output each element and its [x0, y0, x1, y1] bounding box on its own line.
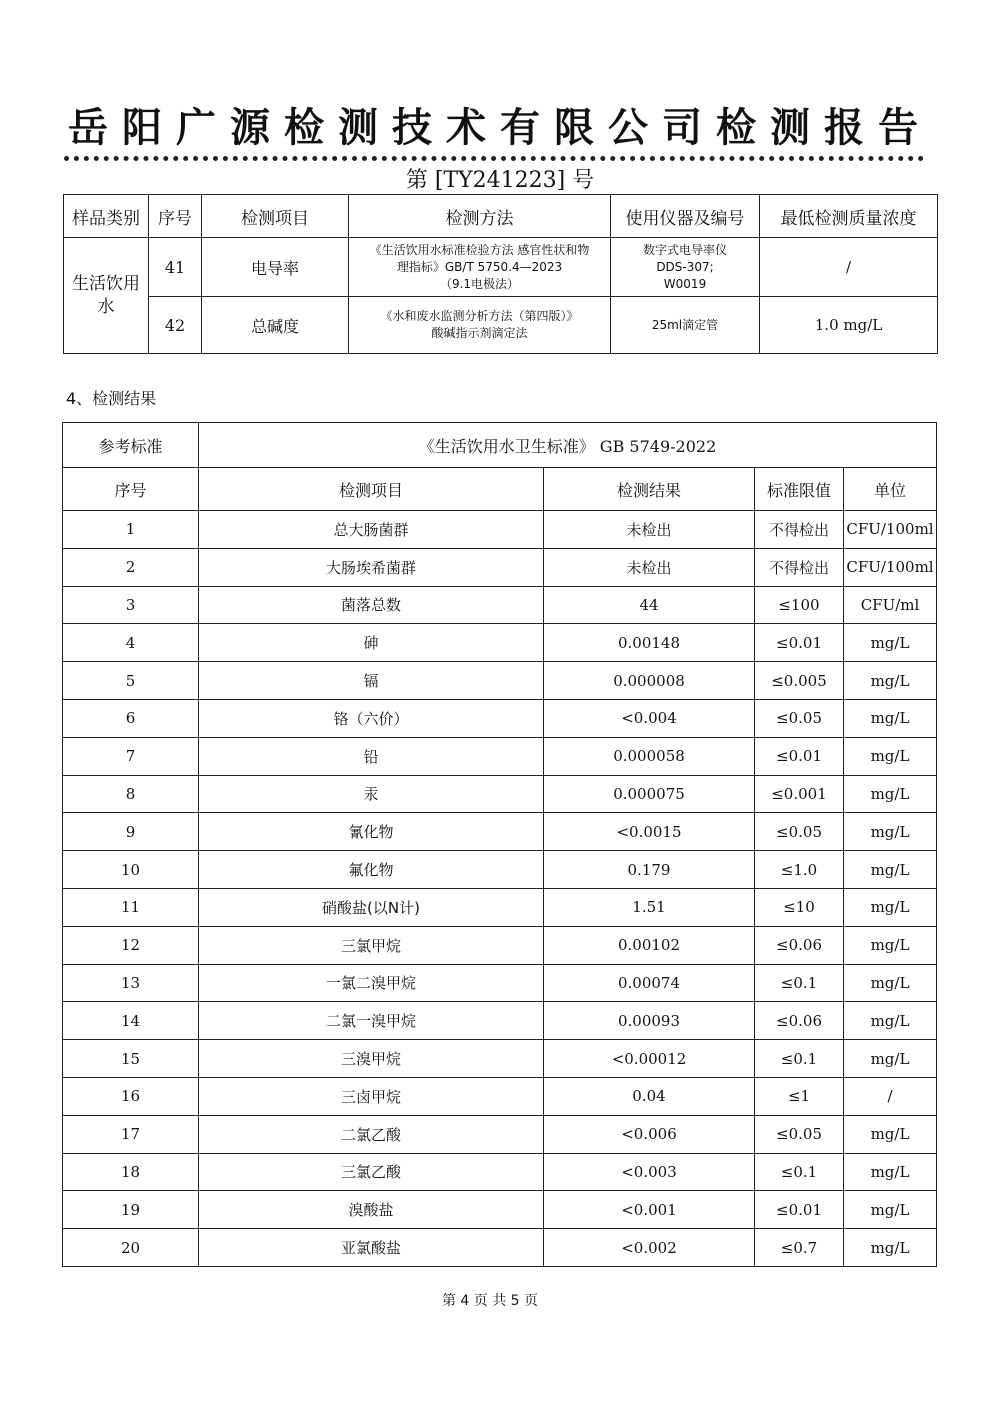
seq-cell: 7	[63, 737, 199, 775]
table-row	[63, 964, 937, 1002]
unit-cell: mg/L	[844, 813, 937, 851]
table-row	[63, 737, 937, 775]
header-cell: 检测项目	[202, 195, 349, 238]
report-title: 岳阳广源检测技术有限公司检测报告	[68, 105, 932, 151]
seq-cell: 9	[63, 813, 199, 851]
reference-value: 《生活饮用水卫生标准》 GB 5749-2022	[199, 423, 937, 468]
seq-cell: 16	[63, 1077, 199, 1115]
limit-cell: ≤0.1	[755, 1153, 844, 1191]
method-line: 酸碱指示剂滴定法	[431, 326, 528, 340]
header-cell: 最低检测质量浓度	[760, 195, 938, 238]
result-cell: 0.00074	[544, 964, 755, 1002]
unit-cell: CFU/ml	[844, 586, 937, 624]
item-cell: 氟化物	[199, 851, 544, 889]
table-row	[63, 699, 937, 737]
result-cell: 0.179	[544, 851, 755, 889]
seq-cell: 4	[63, 624, 199, 662]
table-row	[63, 813, 937, 851]
item-cell: 铬（六价）	[199, 699, 544, 737]
result-cell: <0.00012	[544, 1040, 755, 1078]
seq-cell: 3	[63, 586, 199, 624]
method-table-header	[64, 195, 938, 238]
limit-cell: ≤0.01	[755, 1191, 844, 1229]
result-cell: 未检出	[544, 548, 755, 586]
item-cell: 亚氯酸盐	[199, 1229, 544, 1267]
unit-cell: mg/L	[844, 775, 937, 813]
header-cell: 样品类别	[64, 195, 149, 238]
header-cell: 检测方法	[349, 195, 611, 238]
unit-cell: mg/L	[844, 1115, 937, 1153]
seq-cell: 20	[63, 1229, 199, 1267]
reference-standard-row	[63, 423, 937, 468]
header-cell: 使用仪器及编号	[611, 195, 760, 238]
limit-cell: ≤1.0	[755, 851, 844, 889]
unit-cell: CFU/100ml	[844, 548, 937, 586]
item-cell: 总大肠菌群	[199, 511, 544, 549]
seq-cell: 17	[63, 1115, 199, 1153]
result-cell: 0.04	[544, 1077, 755, 1115]
method-line: 《水和废水监测分析方法（第四版）》	[380, 309, 579, 323]
title-divider	[64, 156, 924, 161]
seq-cell: 19	[63, 1191, 199, 1229]
unit-cell: mg/L	[844, 1040, 937, 1078]
limit-cell: ≤0.06	[755, 926, 844, 964]
item-cell: 大肠埃希菌群	[199, 548, 544, 586]
seq-cell: 15	[63, 1040, 199, 1078]
seq-cell: 6	[63, 699, 199, 737]
item-cell: 镉	[199, 662, 544, 700]
header-cell: 序号	[149, 195, 202, 238]
table-row	[63, 888, 937, 926]
limit-cell: ≤100	[755, 586, 844, 624]
result-cell: <0.002	[544, 1229, 755, 1267]
limit-cell: ≤1	[755, 1077, 844, 1115]
item-cell: 三卤甲烷	[199, 1077, 544, 1115]
item-cell: 氰化物	[199, 813, 544, 851]
table-row	[63, 1153, 937, 1191]
limit-cell: ≤0.01	[755, 737, 844, 775]
min-conc-cell: /	[760, 238, 938, 297]
limit-cell: 不得检出	[755, 511, 844, 549]
seq-cell: 11	[63, 888, 199, 926]
unit-cell: mg/L	[844, 964, 937, 1002]
seq-cell: 12	[63, 926, 199, 964]
limit-cell: ≤0.01	[755, 624, 844, 662]
result-cell: 0.00102	[544, 926, 755, 964]
unit-cell: mg/L	[844, 1002, 937, 1040]
limit-cell: ≤0.005	[755, 662, 844, 700]
limit-cell: ≤10	[755, 888, 844, 926]
result-cell: <0.0015	[544, 813, 755, 851]
instrument-line: DDS-307;	[656, 259, 714, 274]
table-row	[64, 297, 938, 354]
item-cell: 菌落总数	[199, 586, 544, 624]
page-footer: 第 4 页 共 5 页	[441, 1293, 539, 1309]
seq-cell: 8	[63, 775, 199, 813]
instrument-cell	[611, 297, 760, 354]
table-row	[63, 851, 937, 889]
unit-cell: mg/L	[844, 1229, 937, 1267]
table-row	[63, 1115, 937, 1153]
item-cell: 铅	[199, 737, 544, 775]
seq-cell: 5	[63, 662, 199, 700]
result-cell: <0.006	[544, 1115, 755, 1153]
item-cell: 汞	[199, 775, 544, 813]
result-cell: 0.00148	[544, 624, 755, 662]
item-cell: 电导率	[202, 238, 349, 297]
table-row	[63, 1077, 937, 1115]
unit-cell: mg/L	[844, 624, 937, 662]
item-cell: 砷	[199, 624, 544, 662]
item-cell: 溴酸盐	[199, 1191, 544, 1229]
unit-cell: CFU/100ml	[844, 511, 937, 549]
item-cell: 二氯一溴甲烷	[199, 1002, 544, 1040]
table-row	[63, 511, 937, 549]
header-cell: 检测项目	[199, 468, 544, 511]
seq-cell: 2	[63, 548, 199, 586]
table-row	[64, 238, 938, 297]
seq-cell: 1	[63, 511, 199, 549]
limit-cell: ≤0.1	[755, 1040, 844, 1078]
unit-cell: mg/L	[844, 662, 937, 700]
unit-cell: mg/L	[844, 737, 937, 775]
reference-label: 参考标准	[63, 423, 199, 468]
instrument-line: W0019	[663, 276, 707, 291]
header-cell: 序号	[63, 468, 199, 511]
seq-cell: 41	[149, 238, 202, 297]
item-cell: 硝酸盐(以N计)	[199, 888, 544, 926]
limit-cell: ≤0.05	[755, 1115, 844, 1153]
min-conc-cell: 1.0 mg/L	[760, 297, 938, 354]
item-cell: 三氯乙酸	[199, 1153, 544, 1191]
limit-cell: 不得检出	[755, 548, 844, 586]
item-cell: 二氯乙酸	[199, 1115, 544, 1153]
method-line: 理指标》GB/T 5750.4—2023	[396, 259, 563, 274]
result-cell: <0.003	[544, 1153, 755, 1191]
item-cell: 三氯甲烷	[199, 926, 544, 964]
method-cell	[349, 238, 611, 297]
method-cell	[349, 297, 611, 354]
method-table	[63, 194, 938, 354]
limit-cell: ≤0.1	[755, 964, 844, 1002]
seq-cell: 13	[63, 964, 199, 1002]
method-line: 《生活饮用水标准检验方法 感官性状和物	[369, 242, 590, 257]
unit-cell: mg/L	[844, 1153, 937, 1191]
section-title: 4、检测结果	[66, 389, 157, 408]
table-row	[63, 1229, 937, 1267]
results-table	[62, 422, 937, 1267]
limit-cell: ≤0.06	[755, 1002, 844, 1040]
results-table-header	[63, 468, 937, 511]
method-line: （9.1电极法）	[439, 276, 520, 291]
item-cell: 三溴甲烷	[199, 1040, 544, 1078]
result-cell: 44	[544, 586, 755, 624]
report-number: 第 [TY241223] 号	[405, 168, 595, 193]
seq-cell: 14	[63, 1002, 199, 1040]
table-row	[63, 1040, 937, 1078]
table-row	[63, 624, 937, 662]
result-cell: <0.004	[544, 699, 755, 737]
limit-cell: ≤0.05	[755, 813, 844, 851]
instrument-line: 数字式电导率仪	[642, 242, 727, 257]
result-cell: 0.000075	[544, 775, 755, 813]
unit-cell: mg/L	[844, 699, 937, 737]
instrument-cell	[611, 238, 760, 297]
result-cell: 未检出	[544, 511, 755, 549]
header-cell: 检测结果	[544, 468, 755, 511]
limit-cell: ≤0.001	[755, 775, 844, 813]
item-cell: 总碱度	[202, 297, 349, 354]
header-cell: 单位	[844, 468, 937, 511]
limit-cell: ≤0.05	[755, 699, 844, 737]
table-row	[63, 1002, 937, 1040]
table-row	[63, 586, 937, 624]
unit-cell: mg/L	[844, 851, 937, 889]
table-row	[63, 662, 937, 700]
result-cell: 0.000058	[544, 737, 755, 775]
results-body	[63, 511, 937, 1267]
table-row	[63, 548, 937, 586]
item-cell: 一氯二溴甲烷	[199, 964, 544, 1002]
unit-cell: mg/L	[844, 926, 937, 964]
sample-category: 生活饮用水	[64, 238, 149, 354]
table-row	[63, 1191, 937, 1229]
unit-cell: mg/L	[844, 1191, 937, 1229]
result-cell: 1.51	[544, 888, 755, 926]
unit-cell: mg/L	[844, 888, 937, 926]
instrument-line: 25ml滴定管	[651, 317, 719, 332]
limit-cell: ≤0.7	[755, 1229, 844, 1267]
unit-cell: /	[844, 1077, 937, 1115]
result-cell: <0.001	[544, 1191, 755, 1229]
result-cell: 0.00093	[544, 1002, 755, 1040]
result-cell: 0.000008	[544, 662, 755, 700]
seq-cell: 10	[63, 851, 199, 889]
table-row	[63, 926, 937, 964]
seq-cell: 42	[149, 297, 202, 354]
seq-cell: 18	[63, 1153, 199, 1191]
table-row	[63, 775, 937, 813]
header-cell: 标准限值	[755, 468, 844, 511]
